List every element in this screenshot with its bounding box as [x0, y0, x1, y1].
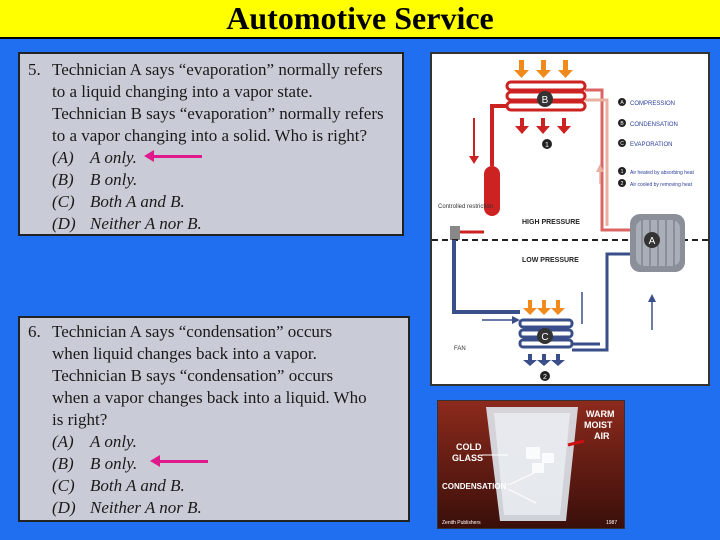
question-5-line: to a vapor changing into a solid. Who is right? — [52, 126, 368, 145]
question-5-line: to a liquid changing into a vapor state. — [52, 82, 313, 101]
question-5-option-c[interactable]: (C) Both A and B. — [52, 192, 185, 211]
answer-arrow-icon — [152, 155, 202, 158]
svg-text:A: A — [648, 236, 656, 247]
svg-text:HIGH PRESSURE: HIGH PRESSURE — [522, 219, 580, 226]
question-5-option-a[interactable]: (A) A only. — [52, 148, 137, 167]
photo-svg — [438, 401, 624, 528]
svg-text:Air cooled by removing heat: Air cooled by removing heat — [630, 182, 692, 188]
svg-text:EVAPORATION: EVAPORATION — [630, 142, 673, 148]
answer-arrow-icon — [158, 460, 208, 463]
evaporator-in-arrows-icon — [523, 300, 565, 315]
question-5-option-d[interactable]: (D) Neither A nor B. — [52, 214, 202, 233]
expansion-valve — [450, 226, 460, 240]
heat-in-arrows-icon — [515, 118, 571, 134]
condensation-photo — [437, 400, 625, 529]
diagram-legend — [618, 98, 695, 188]
title-bar — [0, 0, 720, 39]
svg-text:A: A — [620, 100, 624, 106]
svg-text:COMPRESSION: COMPRESSION — [630, 101, 676, 107]
svg-text:2: 2 — [543, 374, 547, 381]
question-6-card — [18, 316, 410, 522]
svg-text:AIR: AIR — [594, 431, 610, 441]
svg-text:Zenith Publishers: Zenith Publishers — [442, 520, 481, 526]
label-b: B — [541, 95, 549, 106]
refrigeration-cycle-diagram — [430, 52, 710, 386]
svg-text:Controlled restriction: Controlled restriction — [438, 204, 494, 210]
svg-text:1: 1 — [620, 169, 624, 175]
question-6-option-a[interactable]: (A) A only. — [52, 432, 137, 451]
question-6-option-b[interactable]: (B) B only. — [52, 454, 138, 473]
heat-out-arrows-icon — [514, 60, 573, 78]
question-5-number: 5. — [28, 60, 41, 79]
question-6-option-c[interactable]: (C) Both A and B. — [52, 476, 185, 495]
question-6-line: Technician A says “condensation” occurs — [52, 322, 333, 341]
question-5-card — [18, 52, 404, 236]
svg-text:COLD: COLD — [456, 442, 482, 452]
svg-text:LOW PRESSURE: LOW PRESSURE — [522, 257, 579, 264]
svg-text:C: C — [541, 332, 549, 343]
svg-text:B: B — [620, 121, 624, 127]
question-5-line: Technician B says “evaporation” normally refers — [52, 104, 384, 123]
svg-text:GLASS: GLASS — [452, 453, 484, 463]
question-6-option-d[interactable]: (D) Neither A nor B. — [52, 498, 202, 517]
question-6-line: is right? — [52, 410, 108, 429]
svg-text:1987: 1987 — [606, 520, 618, 526]
svg-text:2: 2 — [620, 181, 624, 187]
cycle-diagram-svg — [432, 54, 708, 384]
svg-text:C: C — [620, 141, 624, 147]
svg-text:WARM: WARM — [586, 409, 615, 419]
question-6-line: when liquid changes back into a vapor. — [52, 344, 317, 363]
question-6-line: when a vapor changes back into a liquid. Who — [52, 388, 367, 407]
svg-text:FAN: FAN — [454, 346, 466, 352]
svg-text:MOIST: MOIST — [584, 420, 613, 430]
svg-text:CONDENSATION: CONDENSATION — [630, 122, 678, 128]
svg-text:Air heated by absorbing heat: Air heated by absorbing heat — [630, 170, 694, 176]
question-5-option-b[interactable]: (B) B only. — [52, 170, 138, 189]
page-title: Automotive Service — [226, 0, 494, 36]
svg-text:CONDENSATION: CONDENSATION — [442, 482, 507, 491]
question-5-line: Technician A says “evaporation” normally refers — [52, 60, 383, 79]
question-6-line: Technician B says “condensation” occurs — [52, 366, 334, 385]
svg-text:1: 1 — [545, 142, 549, 149]
evaporator-out-arrows-icon — [523, 354, 565, 366]
question-6-number: 6. — [28, 322, 41, 341]
